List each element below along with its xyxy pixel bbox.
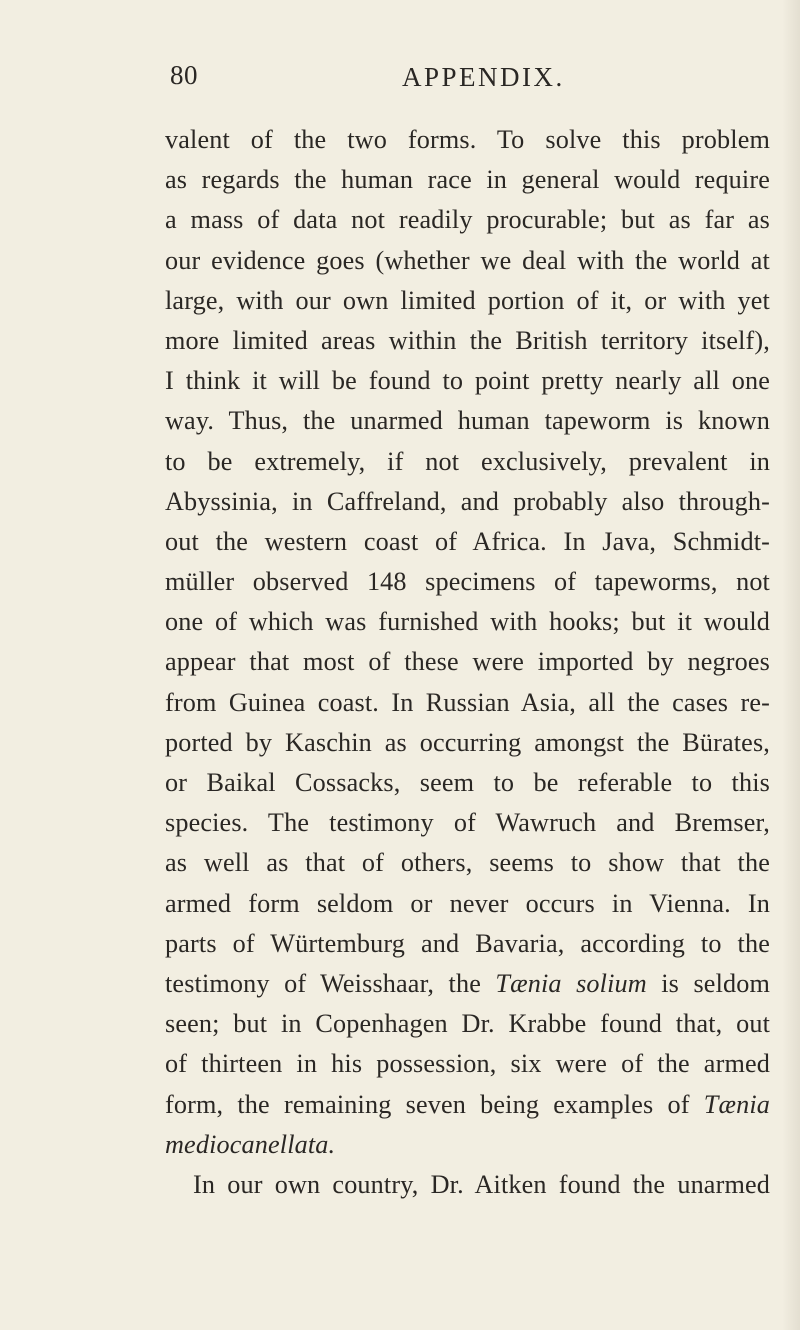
text-line: testimony of Weisshaar, the Tænia solium is seldom	[165, 968, 770, 998]
text-line: I think it will be found to point pretty nearly all one	[165, 366, 770, 396]
text-line: as well as that of others, seems to show that the	[165, 848, 770, 878]
text-line: Abyssinia, in Caffreland, and probably also through-	[165, 486, 770, 516]
running-title: APPENDIX.	[402, 62, 565, 92]
running-head	[0, 60, 800, 100]
text-line: ported by Kaschin as occurring amongst the Bürates,	[165, 727, 770, 757]
text-line: species. The testimony of Wawruch and Bremser,	[165, 808, 770, 838]
text-line-paragraph-start: In our own country, Dr. Aitken found the unarmed	[193, 1169, 770, 1199]
text-line: large, with our own limited portion of it, or with yet	[165, 285, 770, 315]
body-text	[165, 120, 770, 1205]
text-line: our evidence goes (whether we deal with the world at	[165, 245, 770, 275]
text-line: valent of the two forms. To solve this problem	[165, 125, 770, 154]
text-line: way. Thus, the unarmed human tapeworm is known	[165, 406, 770, 436]
text-line: one of which was furnished with hooks; but it would	[165, 607, 770, 637]
text-line: of thirteen in his possession, six were of the armed	[165, 1049, 770, 1079]
text-line: more limited areas within the British territory itself),	[165, 325, 770, 355]
species-name-mediocanellata: mediocanellata.	[165, 1129, 336, 1159]
text-line: out the western coast of Africa. In Java, Schmidt-	[165, 526, 770, 556]
text-line: form, the remaining seven being examples of Tænia	[165, 1089, 770, 1119]
text-line: from Guinea coast. In Russian Asia, all the cases re-	[165, 687, 770, 717]
text-line: as regards the human race in general would require	[165, 165, 770, 195]
species-name-taenia-solium: Tænia solium	[495, 968, 647, 998]
text-line	[165, 1125, 770, 1165]
text-line: armed form seldom or never occurs in Vienna. In	[165, 888, 770, 918]
text-line: or Baikal Cossacks, seem to be referable to this	[165, 768, 770, 797]
text-line: parts of Würtemburg and Bavaria, according to the	[165, 928, 770, 958]
text-line: to be extremely, if not exclusively, prevalent in	[165, 446, 770, 476]
text-line: appear that most of these were imported by negroes	[165, 647, 770, 677]
text-line: seen; but in Copenhagen Dr. Krabbe found that, out	[165, 1009, 770, 1039]
text-line: a mass of data not readily procurable; but as far as	[165, 205, 770, 235]
page-number: 80	[170, 60, 198, 90]
species-name-taenia: Tænia	[703, 1089, 770, 1119]
text-line: müller observed 148 specimens of tapeworms, not	[165, 567, 770, 597]
